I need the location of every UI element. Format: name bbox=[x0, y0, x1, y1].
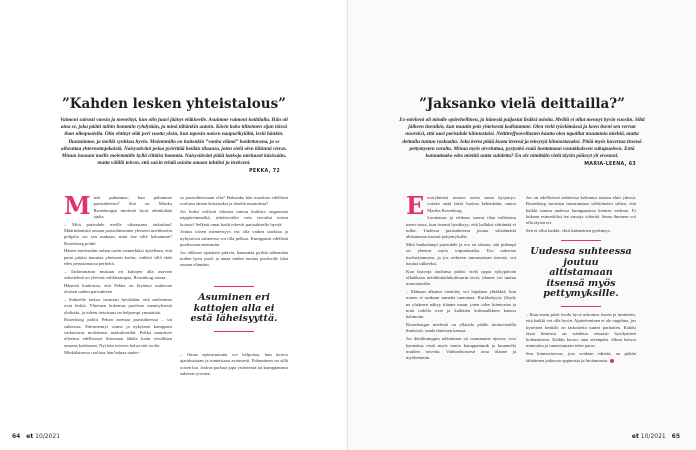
right-lead-text: Ex-miehenì oli mindle epärehellinen, ja hänestä puljastui lisäksi asioita. Meillä ei ollut mennyt hyvin vuosiin. Siltä jälkeen itsenikin, kun muutin pois yhteisestä kodistamme. Olen vielä työelämässä ja koen itseni sen verran nuoreksi, että uusi parisuhde kiinnostaisi. Nettitreffoovellusten kautta olen tapaillut muutamia miehiä, mutta deittailu tuntuu raskaalta. Joka kerta pitää kuota itsensä ja tekeytyä kiinnostavaksi. Pitää myös kuvertaa itsensä pettymysten varalta. Minua myös arveluttaa, pystynkö enää luottamaan vastakkaiseen sukupuoleen. Entä kannattaako edes miettiä uutta suhdetta? En ole nimittäin vielä täysin päässyt yli erostani. bbox=[399, 117, 645, 160]
right-signature: MARIA-LEENA, 63 bbox=[584, 162, 636, 168]
paragraph: – Ihan ensin pitää luoda hyvä uskomus itseen ja tunteisiin, että kaikki voi olla hyvin. Ajatteleminen ei ole ongelma, jos kyseinen henkilö on tarkoitettu tuntea parhaiten. Kaikki tässä ilmiössä on suhdetta viisaasti hyödyntäen kohtaukseen. Kaikki kertoo aina eteenpäin. Silmä katsoo minuuttia ja tunnistamaan tulee paras. bbox=[526, 312, 636, 349]
paragraph: Sen ei ollut kaikki, ehtii käänteinen pyrkimys. bbox=[526, 227, 611, 233]
paragraph: Eerotyhnissä nousee usein sama kysymys: voinko enää lakoi luottaa kehenkään, sanoo Marika Rosenborg. bbox=[406, 191, 516, 220]
quote-rule-top bbox=[561, 240, 601, 241]
left-column-1 bbox=[64, 191, 172, 358]
paragraph: Mietä puhumme, kun puhumme parisuhteesta? Sitä on Marika Rosenborgin mielestä hyvä ehtinkäkää ajalta. bbox=[64, 191, 172, 220]
left-lead bbox=[58, 117, 290, 176]
page-number: 65 bbox=[671, 433, 680, 440]
paragraph: Hänestä kuulostaa, että Pekka on löytänyt mukavan oloisen uuden parisuhteen. bbox=[64, 282, 172, 295]
issue-number: 10/2021 bbox=[640, 433, 666, 440]
page-number: 64 bbox=[12, 433, 21, 440]
paragraph: Jos deittikumppin tulkemmot tai saamamme ajoissa, vosi kannattaa etsiä myös muita kumppanmuk ja kuunnella muiden toiveita. Vaihtoehtoisesti oma tilanne ja myöhemmin. bbox=[406, 336, 516, 361]
left-pull-quote bbox=[186, 286, 282, 332]
left-pull-quote-text: Asuminen eri kattojen alla ei estä läheisyyttä. bbox=[190, 292, 278, 324]
right-column-2-bottom bbox=[526, 312, 636, 365]
paragraph: – Makaan alkanut vienttäty voi lopahtaa yhtäkkiä, kun toinen ei saakaan samalta tuntomaa. Kurkkuhyyty (löydy ne yhtäinen näkyy tilanne maan, joten tulee kiinnostaa ja mitä todella ovat ja kaikkien kolmaulkkien kanssa hahmoita. bbox=[406, 289, 516, 320]
quote-rule-bottom bbox=[561, 306, 601, 307]
left-lead-text: Vaimoni sairasti vuosia ja menehtyi, kun olin juuri jäänyt eläkkeelle. Asuimme vaimoni kotitilalla. Hän oli aina se, joka päätti mihin hommiin ryhdytään, ja minä tähänkin autoin. Kävin koko tilitoimen sijan töissä ihan ulkopuolella. Olin ehtinyt eläk peri vuotta yksin, kun tapasin naisen naapurikylältä, leski hänkin. Ihastuimme, ja meillä synkkaa hyvin. Molemmilla on kuitenkin ”vanha elämä” hoidettavana, ja se aiheuttaa yhteenottojakaisiä. Naisystäväni pelaa pyörittää heidän tilaansa, joten sielä olen lähinnä vieras. Minun luonani meille molemmille kyllä riittäisi hommia. Naisystäväni pitää lankoja mieluusti käsissään, mutta välillä toivon, että saisin tehdä asioita omaan tahtiini ja itsekseni. bbox=[60, 117, 288, 167]
quote-rule-top bbox=[214, 286, 254, 287]
paragraph: Rosenborgin mielestä on yllaisila päälle tuottavamilla ihmisistä, saada ihmisten kanssa. bbox=[406, 322, 516, 334]
drop-cap: E bbox=[406, 191, 425, 220]
paragraph: Mitä hankalampi parisuhde ja ero on takana, sitä pidempi on yleensä myös toipumisaika. Ero nakertaa itseluottamusta, ja jos erikseen tunnustetaan itsensä, voi hautua tulkeeksi. bbox=[406, 242, 516, 266]
paragraph: Sen kiinnostavuus, jota voidaan edistää, on pitkän tähtäimen jatkuvaa oppimista ja luottamusta. bbox=[526, 351, 636, 363]
paragraph: sa parisuhteessaan olla? Haluaako hän muokata edellisen roolinsa tämän kertaiseksi ja ääreltä muutoksia? bbox=[180, 195, 288, 207]
issue-number: 10/2021 bbox=[35, 433, 61, 440]
paragraph: – Tarkimmaton mukaan eri kattojen alla asuvien sekoitelmä on yleensä välikkaampaa, Rosenborg toteaa. bbox=[64, 268, 172, 281]
paragraph: – Suhteelle tarkoo varmasti hyvältään, että molemmat ovat leskiä. Yhteinen kokemus puolison menetyksestä yhdistää, ja tuleen tietoisuus on helpompi ymmärtää. bbox=[64, 296, 172, 315]
right-headline: ”Jaksanko vielä deittailla?” bbox=[419, 96, 625, 112]
left-column-2-bottom bbox=[180, 352, 288, 379]
magazine-brand: et bbox=[631, 433, 639, 440]
right-pull-quote bbox=[530, 240, 632, 307]
paragraph: – Mitä parisuhde meille oikeastaan tarkoittaa? Määrittämiskö omaan parisuhteemme yleiseen mielikuviin pohjalta vai sen mukaan, mitä itse siltä haluamme? Rosenborg pohtii. bbox=[64, 221, 172, 246]
paragraph: Hänen mielestään tarhan usein esimerkiksi ajatellaan, että parin pitäisi muuttaa yhteiseen kotiin, vaikkei sillä ehää edes perustamassa perheitä. bbox=[64, 248, 172, 266]
left-signature: PEKKA, 72 bbox=[249, 169, 280, 175]
paragraph: Jos kuksi erillistä taloutta tuntuu kaikista ongaasista näppäreimmältä, riittäisivätkö vain vierailut toisen kotona? Selkeät omat kodit tekevät parisuhteelle hyvää. bbox=[180, 209, 288, 227]
right-footer bbox=[632, 433, 684, 440]
paragraph: Joskus toisen menneisyys voi olla vaikea unohtaa ja nykyisessä suhteessa voi olla pelkoa. Kumppanit edellisiä puolisoaan enemmän. bbox=[180, 229, 288, 248]
left-headline: ”Kahden lesken yhteistalous” bbox=[62, 96, 286, 112]
quote-rule-bottom bbox=[214, 331, 254, 332]
paragraph: – Omaa epävarmuutta voi helpottaa, kun kertoo ajatuksistaan ja tunteistaan avoimesti. Puhuminen on sillä toisen luo. Joskus parhaat jopa ystäviensä tai kumppaninsa suhteen syvenee. bbox=[180, 352, 288, 376]
right-page bbox=[348, 0, 696, 450]
paragraph: Rosenborg pohtii Pekan asemaa parisuhteessa – tai suhteissa. Edesmennyt vaimo ja nykyinen kumppani vaikuttavat molemmat määrätiertiltä. Pekka mainitsee olleensa edellisessä liitossaan lähäle kaiin sivullinen omassa kodissaan. Nyt hän toivoisi halua sitä roolia. bbox=[64, 317, 172, 348]
paragraph: Jos tällaiset ajatukset pitävät, kannattaa pyrkiä näkemään niiden hyvä puoli ja antaa niiden tuottaa puolisolle tilaa omaan elämään. bbox=[180, 249, 288, 268]
paragraph: Minkälaisessa roolissa hän haluaa uudes- bbox=[64, 350, 140, 356]
left-footer bbox=[12, 433, 60, 440]
paragraph: Luottamus ja rehkeus saavat tilaa valheistsa usein vasta, kun itsensä hyväksyy, että hallaksi riittämää ei tullut. Uudessa parisuhteessa joutuu väistämättä altistamaan itsensä pettymyksille. bbox=[406, 215, 516, 240]
right-column-2 bbox=[526, 195, 636, 236]
paragraph: Jos on edellisessä suhteessa kohtunut toistan ehtii ydessä, Rosenborg suosittaa tutustumaan välittömästi siihen, että kaikki tuntuu uudessa kumppanissa kenties vaikeaa. Ei kukaan esimerkiksi tee samoja virheitä. Sama ihminen voi olla täysin eri. bbox=[526, 195, 636, 226]
paragraph: Kun haavoja auolonsa pitäisi vielä oppia nykypäivän olkakkaan nettideittailukulttuurin tavat, tilanne voi tuntua masentavalta. bbox=[406, 268, 516, 287]
left-column-2 bbox=[180, 195, 288, 270]
drop-cap: M bbox=[64, 191, 91, 220]
article-end-icon bbox=[610, 359, 614, 363]
right-column-1 bbox=[406, 191, 516, 363]
right-pull-quote-text: Uudessa suhteessa joutuu altistamaan itsensä myös pettymyksille. bbox=[530, 246, 632, 299]
magazine-brand: et bbox=[26, 433, 34, 440]
right-lead bbox=[398, 117, 646, 168]
